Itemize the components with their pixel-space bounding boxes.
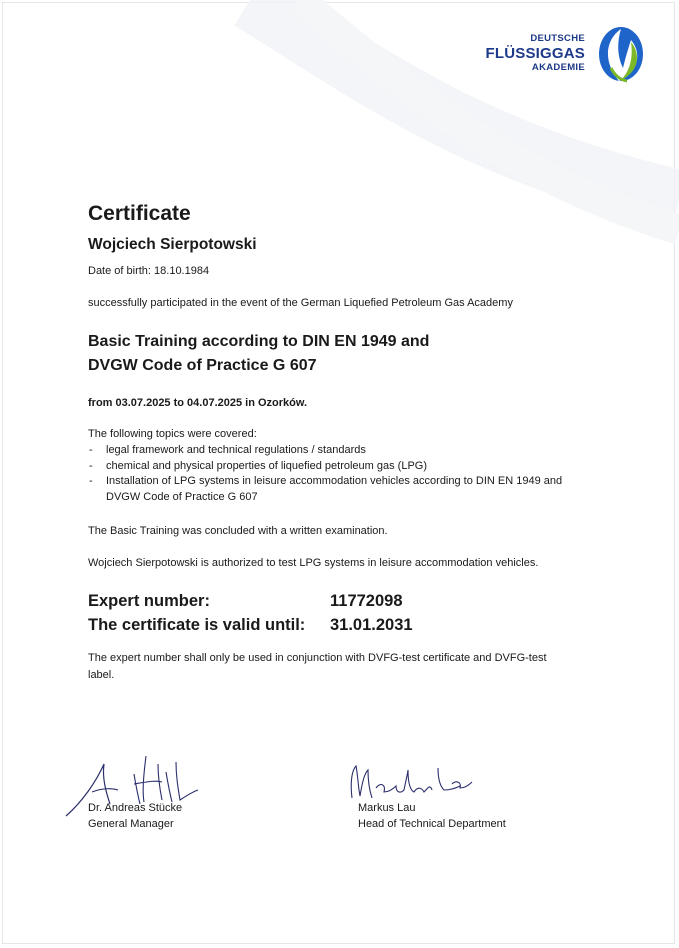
logo-line-2: FLÜSSIGGAS	[485, 44, 585, 62]
validity-row	[88, 616, 413, 635]
authorization-statement: Wojciech Sierpotowski is authorized to test LPG systems in leisure accommodation vehicles.	[88, 557, 539, 569]
topic-item: - legal framework and technical regulations / standards	[88, 443, 588, 459]
signatory-2-role: Head of Technical Department	[358, 818, 506, 830]
certificate-title: Certificate	[88, 202, 191, 225]
signatory-1-name: Dr. Andreas Stücke	[88, 802, 183, 814]
signatory-1	[88, 800, 182, 832]
holder-name: Wojciech Sierpotowski	[88, 236, 257, 253]
course-title-line-2: DVGW Code of Practice G 607	[88, 357, 317, 374]
course-dates: from 03.07.2025 to 04.07.2025 in Ozorków.	[88, 397, 308, 409]
logo-wordmark	[485, 28, 585, 72]
expert-number-label: Expert number:	[88, 592, 210, 610]
topics-list	[88, 443, 588, 505]
logo-line-3: AKADEMIE	[531, 61, 585, 73]
expert-number-row	[88, 592, 403, 611]
signatory-1-role: General Manager	[88, 818, 174, 830]
exam-statement: The Basic Training was concluded with a written examination.	[88, 525, 388, 537]
validity-label: The certificate is valid until:	[88, 616, 306, 634]
participation-text: successfully participated in the event of the German Liquefied Petroleum Gas Academy	[88, 297, 513, 309]
logo-line-1: DEUTSCHE	[530, 33, 585, 44]
signatory-2	[358, 800, 506, 832]
course-title-line-1: Basic Training according to DIN EN 1949 and	[88, 333, 430, 350]
topic-item: - Installation of LPG systems in leisure accommodation vehicles according to DIN EN 1949 and DVGW Code of Practice G 607	[88, 474, 588, 505]
academy-logo	[481, 24, 651, 84]
course-title	[88, 330, 429, 378]
expert-number-value: 11772098	[330, 592, 403, 610]
topic-item: - chemical and physical properties of liquefied petroleum gas (LPG)	[88, 459, 588, 475]
validity-value: 31.01.2031	[330, 616, 413, 634]
usage-note: The expert number shall only be used in conjunction with DVFG-test certificate and DVFG-test label.	[88, 652, 547, 681]
signatory-2-name: Markus Lau	[358, 802, 416, 814]
date-of-birth: Date of birth: 18.10.1984	[88, 265, 210, 277]
topics-intro: The following topics were covered:	[88, 428, 257, 440]
flame-drop-icon	[591, 24, 651, 84]
